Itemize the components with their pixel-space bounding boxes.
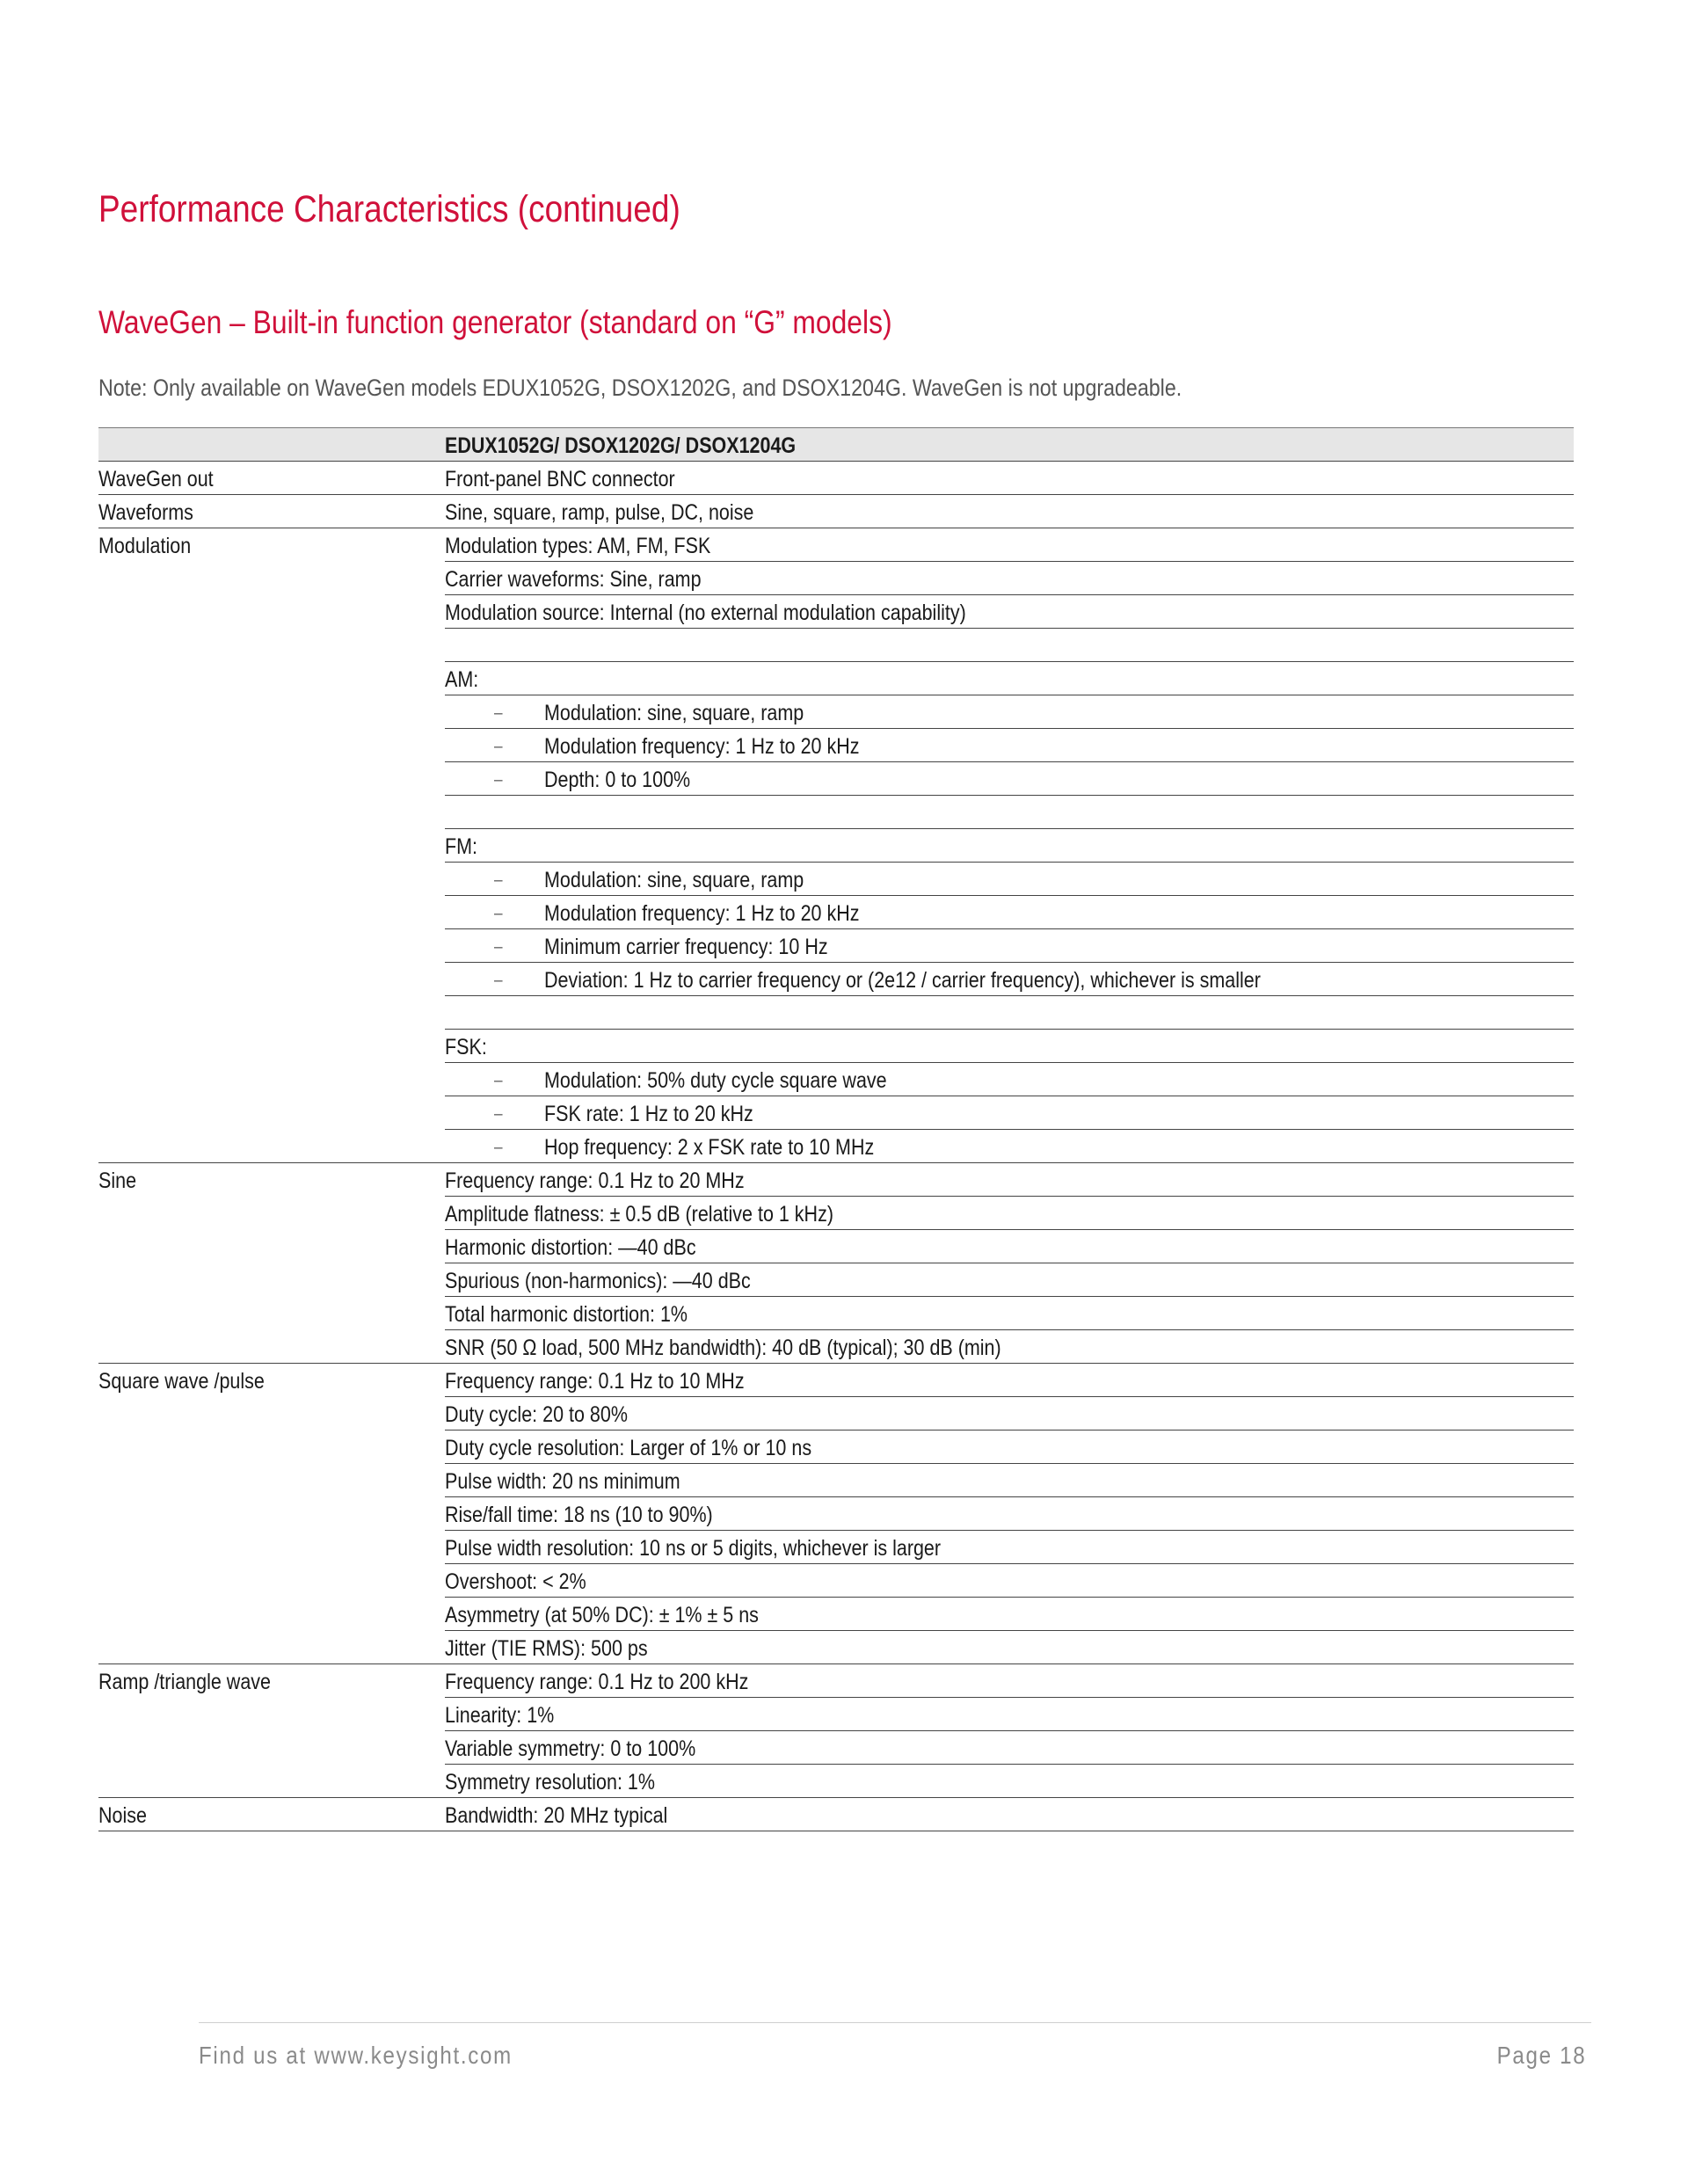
row-subitem: Hop frequency: 2 x FSK rate to 10 MHz <box>544 1135 875 1160</box>
table-row <box>98 1130 1574 1163</box>
note-text: Note: Only available on WaveGen models EDUX1052G, DSOX1202G, and DSOX1204G. WaveGen is not upgradeable. <box>98 375 1182 401</box>
page-title: Performance Characteristics (continued) <box>98 188 680 230</box>
row-label: Square wave /pulse <box>98 1369 265 1394</box>
table-header-row <box>98 427 1574 462</box>
dash-bullet-icon: – <box>494 870 503 890</box>
row-value: Frequency range: 0.1 Hz to 200 kHz <box>445 1670 749 1694</box>
table-row <box>98 1497 1574 1531</box>
row-value: Spurious (non-harmonics): —40 dBc <box>445 1269 751 1293</box>
row-value: Modulation types: AM, FM, FSK <box>445 534 711 558</box>
row-label: Ramp /triangle wave <box>98 1670 271 1694</box>
table-row <box>98 528 1574 562</box>
table-row <box>98 1163 1574 1197</box>
row-value: Bandwidth: 20 MHz typical <box>445 1803 668 1828</box>
table-row <box>98 562 1574 595</box>
table-row <box>98 695 1574 729</box>
table-body <box>98 462 1574 1831</box>
row-value: SNR (50 Ω load, 500 MHz bandwidth): 40 dB (typical); 30 dB (min) <box>445 1336 1001 1360</box>
table-row <box>98 1263 1574 1297</box>
table-row <box>98 1063 1574 1096</box>
row-value: Pulse width: 20 ns minimum <box>445 1469 680 1494</box>
table-row <box>98 1564 1574 1598</box>
table-row <box>98 896 1574 929</box>
row-value: Harmonic distortion: —40 dBc <box>445 1235 696 1260</box>
dash-bullet-icon: – <box>494 1104 503 1124</box>
row-value: Modulation source: Internal (no external modulation capability) <box>445 601 966 625</box>
table-row <box>98 1464 1574 1497</box>
row-value: Frequency range: 0.1 Hz to 10 MHz <box>445 1369 745 1394</box>
table-row <box>98 462 1574 495</box>
row-value: Duty cycle: 20 to 80% <box>445 1402 628 1427</box>
footer-website: Find us at www.keysight.com <box>199 2042 513 2069</box>
row-subitem: Depth: 0 to 100% <box>544 768 691 792</box>
dash-bullet-icon: – <box>494 1071 503 1090</box>
table-row <box>98 1030 1574 1063</box>
table-row <box>98 1798 1574 1831</box>
row-subitem: Modulation: sine, square, ramp <box>544 868 804 892</box>
dash-bullet-icon: – <box>494 703 503 723</box>
row-label: Sine <box>98 1168 137 1193</box>
spec-table <box>98 427 1574 1831</box>
dash-bullet-icon: – <box>494 1138 503 1157</box>
row-value: Symmetry resolution: 1% <box>445 1770 655 1795</box>
table-row <box>98 495 1574 528</box>
table-row <box>98 963 1574 996</box>
table-row <box>98 829 1574 863</box>
table-row <box>98 1598 1574 1631</box>
table-row <box>98 1330 1574 1364</box>
row-subitem: Modulation: sine, square, ramp <box>544 701 804 725</box>
dash-bullet-icon: – <box>494 737 503 756</box>
table-row <box>98 1531 1574 1564</box>
table-row <box>98 595 1574 629</box>
row-value: Frequency range: 0.1 Hz to 20 MHz <box>445 1168 745 1193</box>
row-value: Amplitude flatness: ± 0.5 dB (relative to 1 kHz) <box>445 1202 833 1227</box>
table-header-models: EDUX1052G/ DSOX1202G/ DSOX1204G <box>445 433 797 458</box>
dash-bullet-icon: – <box>494 770 503 790</box>
table-row <box>98 1431 1574 1464</box>
table-row <box>98 1230 1574 1263</box>
table-row <box>98 1631 1574 1664</box>
row-value: Linearity: 1% <box>445 1703 555 1728</box>
row-value: Pulse width resolution: 10 ns or 5 digits, whichever is larger <box>445 1536 942 1561</box>
row-value: FM: <box>445 834 478 859</box>
table-row <box>98 796 1574 829</box>
table-row <box>98 1397 1574 1431</box>
row-value: FSK: <box>445 1035 487 1059</box>
row-value: Rise/fall time: 18 ns (10 to 90%) <box>445 1503 713 1527</box>
table-row <box>98 1197 1574 1230</box>
row-subitem: Modulation frequency: 1 Hz to 20 kHz <box>544 901 860 926</box>
row-value: Jitter (TIE RMS): 500 ps <box>445 1636 648 1661</box>
row-value: Total harmonic distortion: 1% <box>445 1302 688 1327</box>
footer-divider <box>199 2022 1591 2023</box>
row-subitem: FSK rate: 1 Hz to 20 kHz <box>544 1102 753 1126</box>
table-row <box>98 729 1574 762</box>
row-label: Modulation <box>98 534 192 558</box>
table-row <box>98 863 1574 896</box>
table-row <box>98 662 1574 695</box>
row-label: Waveforms <box>98 500 193 525</box>
table-row <box>98 1364 1574 1397</box>
row-value: Overshoot: < 2% <box>445 1569 586 1594</box>
row-value: Sine, square, ramp, pulse, DC, noise <box>445 500 754 525</box>
row-subitem: Modulation: 50% duty cycle square wave <box>544 1068 887 1093</box>
row-value: Variable symmetry: 0 to 100% <box>445 1736 696 1761</box>
table-row <box>98 1664 1574 1698</box>
dash-bullet-icon: – <box>494 971 503 990</box>
row-value: Asymmetry (at 50% DC): ± 1% ± 5 ns <box>445 1603 759 1627</box>
row-subitem: Modulation frequency: 1 Hz to 20 kHz <box>544 734 860 759</box>
table-row <box>98 929 1574 963</box>
table-row <box>98 1765 1574 1798</box>
page-number: Page 18 <box>1496 2042 1586 2069</box>
row-subitem: Minimum carrier frequency: 10 Hz <box>544 935 828 959</box>
table-row <box>98 1297 1574 1330</box>
row-value: Duty cycle resolution: Larger of 1% or 10 ns <box>445 1436 812 1460</box>
row-label: WaveGen out <box>98 467 214 491</box>
row-value: Front-panel BNC connector <box>445 467 675 491</box>
row-value: Carrier waveforms: Sine, ramp <box>445 567 702 592</box>
row-subitem: Deviation: 1 Hz to carrier frequency or (2e12 / carrier frequency), whichever is smaller <box>544 968 1261 993</box>
table-row <box>98 1096 1574 1130</box>
row-value: AM: <box>445 667 479 692</box>
table-row <box>98 1698 1574 1731</box>
dash-bullet-icon: – <box>494 937 503 957</box>
table-row <box>98 629 1574 662</box>
table-row <box>98 1731 1574 1765</box>
table-row <box>98 996 1574 1030</box>
row-label: Noise <box>98 1803 147 1828</box>
dash-bullet-icon: – <box>494 904 503 923</box>
section-title: WaveGen – Built-in function generator (standard on “G” models) <box>98 304 892 340</box>
table-row <box>98 762 1574 796</box>
